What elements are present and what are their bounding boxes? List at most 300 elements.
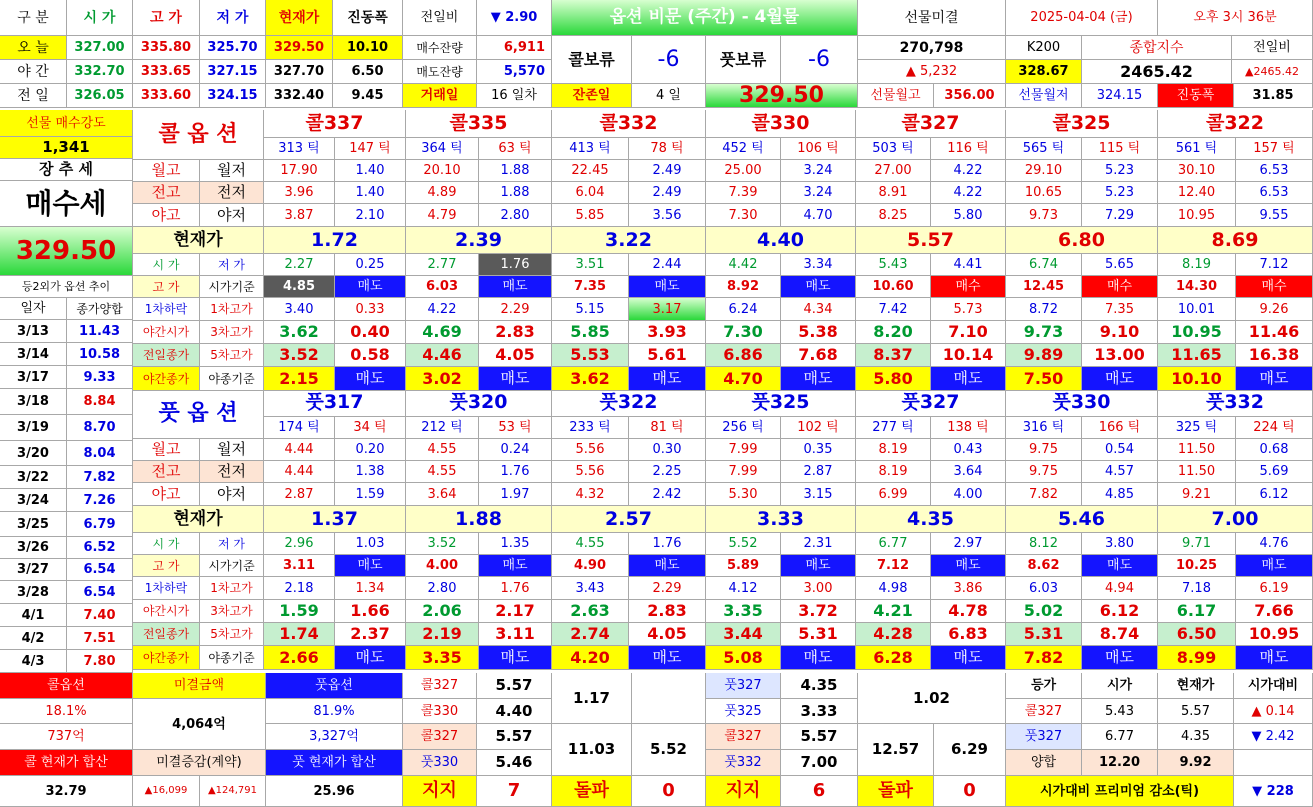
put-ph-text: 5.56 — [575, 464, 605, 479]
call-nopen-text: 5.85 — [570, 322, 610, 341]
call-nl — [629, 204, 706, 227]
put-row-label-low — [200, 483, 264, 506]
call-pclose-text: 3.52 — [279, 345, 319, 364]
pairA-name-text: 콜330 — [420, 703, 459, 719]
call-d1 — [856, 298, 931, 321]
bottom-call-label-text: 콜옵션 — [47, 678, 85, 693]
call-ph-text: 6.04 — [575, 185, 605, 200]
call-h3 — [335, 321, 406, 344]
call-ph-text: 4.89 — [427, 185, 457, 200]
eq-cell — [1158, 724, 1234, 750]
call-h5 — [1236, 344, 1313, 367]
bottom-call-sum-label — [0, 750, 133, 776]
call-nh-text: 10.95 — [1177, 207, 1216, 223]
hist-date-text: 3/19 — [17, 420, 49, 435]
month-low-label — [1006, 84, 1082, 108]
put-nh-text: 9.21 — [1182, 486, 1211, 502]
put-tick-2-text: 81 틱 — [650, 420, 684, 435]
put-mh — [1158, 439, 1236, 461]
put-ph-text: 11.50 — [1177, 464, 1216, 479]
put-nopen-text: 6.17 — [1176, 601, 1217, 620]
put-ph — [1006, 461, 1082, 483]
put-nl-text: 2.42 — [652, 486, 682, 502]
hist-date-text: 3/27 — [17, 562, 49, 577]
call-ml-text: 5.23 — [1105, 163, 1134, 178]
put-sig-text: 매도 — [502, 558, 528, 573]
row-label-text: 야 간 — [17, 63, 49, 80]
call-d1 — [1158, 298, 1236, 321]
eq-cell — [1006, 699, 1082, 724]
pairB-value-text: 3.33 — [800, 701, 838, 720]
call-nh-text: 5.85 — [575, 207, 605, 223]
put-open — [706, 533, 781, 555]
call-pclose-text: 9.89 — [1023, 345, 1064, 364]
put-nh-text: 3.64 — [427, 486, 457, 502]
pairA-v2 — [552, 724, 632, 776]
row-current-text: 332.40 — [273, 88, 325, 103]
pairA-blank — [632, 673, 706, 724]
support2-value — [781, 776, 858, 807]
call-pclose — [264, 344, 335, 367]
call-tick-1 — [264, 138, 335, 160]
call-sig-text: 매수 — [1106, 279, 1133, 294]
call-after-label-text: 고 가 — [152, 279, 180, 294]
put-h1-text: 3.00 — [803, 580, 833, 596]
call-sig-text: 매도 — [805, 279, 831, 294]
put-nopen — [1006, 600, 1082, 623]
put-nsig — [781, 646, 856, 670]
bottom-put-sum-label — [266, 750, 403, 776]
call-nclose-text: 10.10 — [1171, 368, 1222, 388]
header-4-text: 현재가 — [278, 9, 320, 26]
call-h5-text: 0.58 — [350, 345, 390, 364]
support2-label — [706, 776, 781, 807]
put-after-label — [133, 600, 200, 623]
put-nopen — [264, 600, 335, 623]
call-low-text: 5.65 — [1105, 257, 1134, 272]
hist-date-header-text: 일자 — [20, 301, 46, 316]
put-high — [264, 555, 335, 577]
put-nclose-text: 5.08 — [723, 647, 763, 667]
hist-value — [67, 366, 133, 389]
call-h5 — [931, 344, 1006, 367]
put-pclose — [706, 623, 781, 646]
put-tick-2 — [1082, 417, 1158, 439]
put-cur-value — [856, 506, 1006, 533]
call-h3 — [629, 321, 706, 344]
put-pl — [1236, 461, 1313, 483]
put-high — [856, 555, 931, 577]
call-ml — [629, 160, 706, 182]
call-sig-text: 매수 — [1261, 279, 1287, 294]
call-after-label-text: 3차고가 — [210, 325, 253, 339]
put-pclose-text: 5.31 — [1023, 624, 1064, 643]
pairB-name-text: 풋327 — [724, 678, 762, 693]
call-mh — [856, 160, 931, 182]
put-open — [406, 533, 479, 555]
put-nh-text: 7.82 — [1029, 486, 1058, 502]
call-nh — [856, 204, 931, 227]
put-nopen-text: 1.59 — [279, 601, 319, 620]
put-h5 — [479, 623, 552, 646]
pairA-v3-text: 5.52 — [649, 740, 687, 758]
premium-value — [1234, 776, 1313, 807]
call-after-label — [200, 367, 264, 391]
put-high — [552, 555, 629, 577]
call-h1-text: 4.34 — [803, 301, 833, 317]
call-nopen-text: 3.62 — [279, 322, 319, 341]
put-pl — [931, 461, 1006, 483]
row-high — [133, 36, 200, 60]
put-sig — [629, 555, 706, 577]
put-low-text: 1.76 — [652, 536, 682, 551]
break2-value — [934, 776, 1006, 807]
put-low — [629, 533, 706, 555]
support2-label-text: 지지 — [725, 780, 761, 801]
put-after-label-text: 1차고가 — [210, 581, 253, 595]
oi-value-text: 270,798 — [899, 39, 964, 56]
put-after-label — [133, 646, 200, 670]
hist-date — [0, 389, 67, 415]
call-nh — [706, 204, 781, 227]
call-h5-text: 5.61 — [647, 345, 687, 364]
put-strike-name-text: 풋317 — [305, 391, 364, 413]
put-pclose-text: 2.19 — [422, 624, 462, 643]
put-pclose — [264, 623, 335, 646]
date-text: 2025-04-04 (금) — [1030, 10, 1133, 25]
call-d1 — [1006, 298, 1082, 321]
kospi-prev-value — [1232, 60, 1313, 84]
eq-cell — [1158, 750, 1234, 776]
break1-value-text: 0 — [662, 780, 675, 801]
call-open — [1158, 254, 1236, 276]
current-price — [706, 84, 858, 108]
pairA-name-text: 콜327 — [420, 729, 459, 744]
put-ml-text: 0.54 — [1105, 442, 1134, 457]
pairB-name — [706, 699, 781, 724]
call-tick-2-text: 147 틱 — [349, 141, 391, 156]
premium-label-text: 시가대비 프리미엄 감소(틱) — [1039, 783, 1200, 799]
call-open-text: 6.74 — [1029, 257, 1058, 272]
put-h5-text: 5.31 — [798, 624, 838, 643]
prev-label-text: 전일비 — [420, 10, 459, 25]
call-row-label-high-text: 전고 — [151, 183, 181, 201]
call-d1-text: 7.42 — [878, 301, 908, 317]
put-pclose-text: 4.28 — [873, 624, 913, 643]
put-after-label — [200, 600, 264, 623]
eq-header-text: 시가 — [1106, 678, 1133, 693]
put-low-text: 1.03 — [355, 536, 385, 551]
pairA-name — [403, 724, 477, 750]
row-range — [333, 84, 403, 108]
put-h1 — [1082, 577, 1158, 600]
call-d1 — [406, 298, 479, 321]
put-pclose-text: 2.74 — [570, 624, 610, 643]
bid-label — [403, 36, 477, 60]
bottom-oi-label — [133, 673, 266, 699]
call-row-label-high — [133, 204, 200, 227]
put-strike-name-text: 풋327 — [901, 391, 960, 413]
row-open-text: 327.00 — [74, 40, 125, 55]
put-h5-text: 6.83 — [948, 624, 988, 643]
put-tick-2-text: 53 틱 — [498, 420, 532, 435]
hist-date — [0, 320, 67, 343]
row-open — [67, 36, 133, 60]
call-mh-text: 22.45 — [571, 163, 609, 178]
hist-date-text: 3/17 — [17, 369, 49, 385]
call-nsig — [781, 367, 856, 391]
put-nh — [1158, 483, 1236, 506]
call-pclose-text: 4.46 — [422, 345, 462, 364]
put-d1-text: 7.18 — [1182, 580, 1211, 596]
put-nopen-text: 4.21 — [873, 601, 913, 620]
call-h1 — [931, 298, 1006, 321]
call-low — [781, 254, 856, 276]
call-tick-1-text: 503 틱 — [872, 141, 914, 156]
call-hold-value — [632, 36, 706, 84]
put-high-text: 10.25 — [1175, 558, 1218, 573]
put-nsig-text: 매도 — [355, 648, 385, 666]
call-nopen-text: 7.30 — [723, 322, 763, 341]
hist-date — [0, 343, 67, 366]
put-nsig — [1236, 646, 1313, 670]
call-nclose — [406, 367, 479, 391]
row-low — [200, 36, 266, 60]
put-mh — [856, 439, 931, 461]
call-nh-text: 7.30 — [728, 207, 758, 223]
bottom-put-pct — [266, 699, 403, 724]
pairB-name — [706, 750, 781, 776]
put-nclose — [406, 646, 479, 670]
call-row-label-high — [133, 182, 200, 204]
call-nl-text: 5.80 — [953, 207, 983, 223]
put-after-label-text: 3차고가 — [210, 604, 253, 618]
put-open-text: 5.52 — [728, 536, 758, 551]
put-sig — [1082, 555, 1158, 577]
call-ml — [781, 160, 856, 182]
call-open — [406, 254, 479, 276]
break2-label — [858, 776, 934, 807]
put-nclose-text: 8.99 — [1176, 647, 1217, 667]
bottom-put-label-text: 풋옵션 — [315, 678, 353, 693]
call-after-label — [200, 276, 264, 298]
call-hold-value-text: -6 — [657, 46, 680, 72]
call-h3-text: 9.10 — [1099, 322, 1140, 341]
call-open-text: 8.19 — [1182, 257, 1211, 272]
call-pl-text: 2.49 — [652, 185, 682, 200]
hist-date-text: 3/13 — [17, 323, 49, 339]
call-ml-text: 2.49 — [652, 163, 682, 178]
put-h5-text: 8.74 — [1099, 624, 1140, 643]
call-pl — [1236, 182, 1313, 204]
call-h5 — [335, 344, 406, 367]
row-high-text: 333.60 — [140, 88, 192, 103]
hist-value — [67, 559, 133, 581]
call-h3-text: 11.46 — [1248, 322, 1300, 341]
eq-cell-text: 9.92 — [1179, 755, 1212, 770]
call-nh-text: 8.25 — [878, 207, 908, 223]
call-high-text: 6.03 — [425, 279, 459, 294]
put-h3-text: 3.72 — [798, 601, 838, 620]
put-ph-text: 4.44 — [284, 464, 314, 479]
call-pclose-text: 5.53 — [570, 345, 610, 364]
strength-label-text: 선물 매수강도 — [26, 115, 106, 131]
call-high — [406, 276, 479, 298]
call-nh-text: 9.73 — [1029, 207, 1058, 223]
trend-value — [0, 181, 133, 227]
call-mh-text: 29.10 — [1024, 163, 1063, 178]
call-low-text: 7.12 — [1259, 257, 1289, 272]
pairB-v1 — [858, 673, 1006, 724]
call-after-label-text: 5차고가 — [210, 348, 253, 362]
call-pl-text: 3.24 — [803, 185, 833, 200]
call-nopen-text: 8.20 — [873, 322, 913, 341]
put-tick-1 — [552, 417, 629, 439]
put-after-label — [133, 555, 200, 577]
call-pl — [479, 182, 552, 204]
put-nsig — [931, 646, 1006, 670]
row-low-text: 325.70 — [207, 40, 258, 55]
call-nclose — [856, 367, 931, 391]
call-h1-text: 0.33 — [355, 301, 385, 317]
call-cur-value — [264, 227, 406, 254]
put-h5 — [1236, 623, 1313, 646]
hist-date-text: 3/18 — [17, 394, 49, 409]
call-strike-name — [264, 110, 406, 138]
header-3-text: 저 가 — [216, 9, 249, 26]
header-5-text: 진동폭 — [347, 9, 388, 26]
k200-value-text: 328.67 — [1018, 64, 1069, 79]
put-after-label — [200, 623, 264, 646]
put-ph — [706, 461, 781, 483]
put-sig-text: 매도 — [1106, 558, 1133, 573]
call-cur-value-text: 8.69 — [1211, 228, 1259, 251]
pairB-name — [706, 673, 781, 699]
put-pclose — [1158, 623, 1236, 646]
row-open — [67, 84, 133, 108]
call-nl-text: 3.56 — [652, 207, 682, 223]
call-h5-text: 4.05 — [495, 345, 535, 364]
header-0 — [0, 0, 67, 36]
put-nclose-text: 6.28 — [873, 647, 913, 667]
trend-value-text: 매수세 — [25, 186, 107, 220]
call-nh — [1158, 204, 1236, 227]
hist-value — [67, 441, 133, 466]
date — [1006, 0, 1158, 36]
put-after-label-text: 전일종가 — [142, 627, 190, 641]
call-ph — [264, 182, 335, 204]
call-pclose-text: 11.65 — [1171, 345, 1222, 364]
call-open — [552, 254, 629, 276]
put-tick-1 — [1006, 417, 1082, 439]
call-tick-1-text: 364 틱 — [421, 141, 463, 156]
trade-day-label — [403, 84, 477, 108]
put-h5-text: 10.95 — [1248, 624, 1300, 643]
put-ph — [856, 461, 931, 483]
call-low-text: 4.41 — [953, 257, 983, 272]
call-low-text: 2.44 — [652, 257, 682, 272]
bottom-oi-value — [133, 699, 266, 750]
pairA-value-text: 5.57 — [495, 727, 533, 745]
put-low — [1236, 533, 1313, 555]
put-pl — [479, 461, 552, 483]
call-cur-value — [406, 227, 552, 254]
call-sig — [629, 276, 706, 298]
call-ml — [1236, 160, 1313, 182]
put-d1 — [406, 577, 479, 600]
call-tick-1 — [856, 138, 931, 160]
hist-date — [0, 466, 67, 489]
put-nsig-text: 매도 — [803, 648, 833, 666]
call-strike-name-text: 콜337 — [305, 112, 364, 134]
row-open-text: 326.05 — [74, 88, 125, 103]
put-pl-text: 1.38 — [355, 464, 385, 479]
call-nclose — [264, 367, 335, 391]
pairA-v2-text: 11.03 — [567, 740, 616, 758]
put-nclose-text: 7.82 — [1023, 647, 1064, 667]
eq-cell — [1082, 750, 1158, 776]
call-tick-1-text: 565 틱 — [1022, 141, 1065, 156]
call-strike-name-text: 콜335 — [449, 112, 508, 134]
hist-date — [0, 489, 67, 512]
put-nl — [335, 483, 406, 506]
call-nclose-text: 5.80 — [873, 368, 913, 388]
eq-cell-text: 4.35 — [1181, 729, 1210, 744]
call-cur-value-text: 3.22 — [605, 228, 652, 251]
call-strike-name — [552, 110, 706, 138]
put-pclose — [856, 623, 931, 646]
call-h3-text: 3.93 — [647, 322, 687, 341]
put-tick-2 — [931, 417, 1006, 439]
bottom-oi-change1-text: ▲16,099 — [144, 785, 188, 796]
bottom-call-pct — [0, 699, 133, 724]
call-title — [133, 110, 264, 160]
pairA-name-text: 콜327 — [420, 678, 459, 693]
put-mh-text: 9.75 — [1029, 442, 1058, 457]
row-low-text: 324.15 — [207, 88, 258, 103]
call-h5-text: 7.68 — [798, 345, 838, 364]
call-row-label-low-text: 야저 — [217, 205, 246, 224]
call-nh — [406, 204, 479, 227]
call-nclose-text: 4.70 — [723, 368, 763, 388]
put-row-label-low-text: 전저 — [217, 462, 246, 480]
put-h3 — [479, 600, 552, 623]
call-nsig — [335, 367, 406, 391]
call-h1-text: 5.73 — [953, 301, 983, 317]
call-nopen — [264, 321, 335, 344]
premium-label — [1006, 776, 1234, 807]
call-row-label-high — [133, 160, 200, 182]
put-ml-text: 0.68 — [1259, 442, 1289, 457]
bottom-call-pct-text: 18.1% — [45, 703, 87, 719]
put-open-text: 2.96 — [284, 536, 314, 551]
hist-value — [67, 343, 133, 366]
row-high — [133, 60, 200, 84]
hist-value-text: 9.33 — [83, 369, 116, 385]
put-h1 — [335, 577, 406, 600]
month-low-value-text: 324.15 — [1096, 88, 1143, 103]
hist-value — [67, 489, 133, 512]
call-h1 — [781, 298, 856, 321]
call-h1-text: 9.26 — [1259, 301, 1289, 317]
call-ml — [335, 160, 406, 182]
put-tick-1 — [706, 417, 781, 439]
call-mh — [264, 160, 335, 182]
hist-date-text: 3/28 — [17, 584, 49, 600]
call-tick-1-text: 561 틱 — [1175, 141, 1218, 156]
put-sig — [1236, 555, 1313, 577]
put-nopen — [1158, 600, 1236, 623]
